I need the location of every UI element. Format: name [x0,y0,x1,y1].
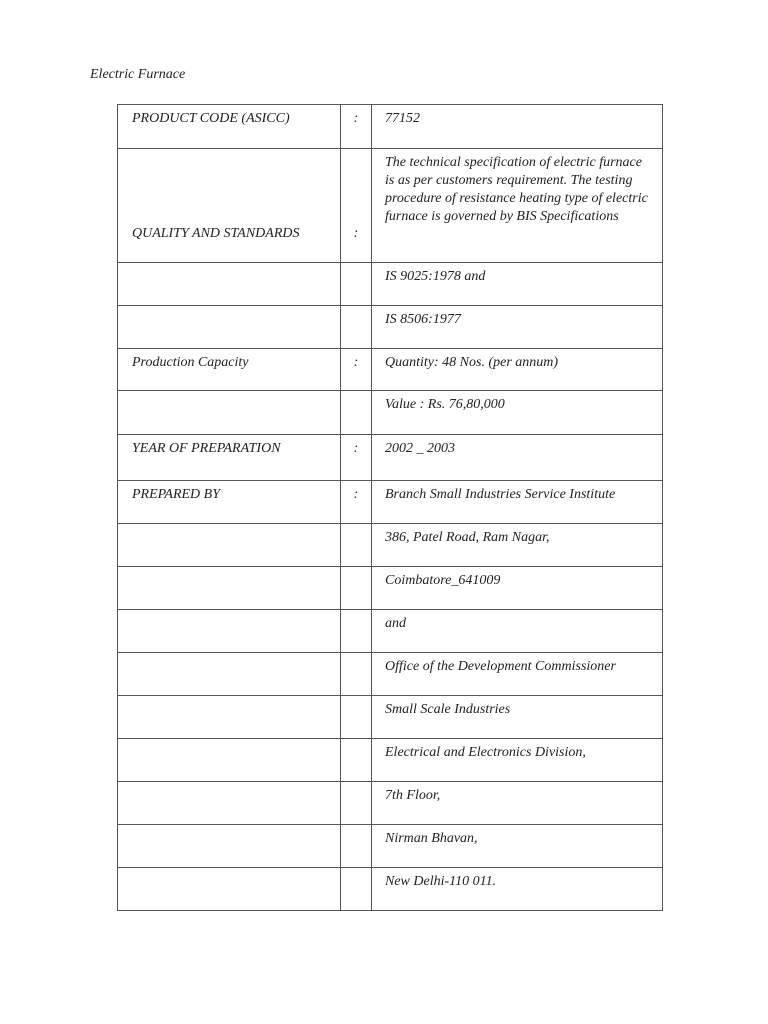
row-label [118,653,341,696]
row-separator [341,782,372,825]
row-label [118,524,341,567]
row-value: Quantity: 48 Nos. (per annum) [372,349,663,391]
row-value: The technical specification of electric furnace is as per customers requirement. The testing procedure of resistance heating type of electric furnace is governed by BIS Specifications [372,149,663,263]
row-separator: : [341,149,372,263]
row-label [118,567,341,610]
row-separator: : [341,481,372,524]
row-value: 7th Floor, [372,782,663,825]
row-label: PRODUCT CODE (ASICC) [118,105,341,149]
row-label: PREPARED BY [118,481,341,524]
row-separator [341,610,372,653]
row-value: Nirman Bhavan, [372,825,663,868]
row-label [118,263,341,306]
table-row [118,524,663,567]
table-row [118,306,663,349]
row-value: Value : Rs. 76,80,000 [372,391,663,435]
row-value: 386, Patel Road, Ram Nagar, [372,524,663,567]
row-separator [341,263,372,306]
row-separator [341,524,372,567]
row-label [118,739,341,782]
row-label [118,610,341,653]
row-separator [341,739,372,782]
row-label [118,825,341,868]
row-separator [341,567,372,610]
row-label: Production Capacity [118,349,341,391]
row-value: IS 9025:1978 and [372,263,663,306]
row-value: Coimbatore_641009 [372,567,663,610]
table-row [118,696,663,739]
row-label [118,306,341,349]
table-row [118,349,663,391]
table-row [118,739,663,782]
row-label [118,868,341,911]
row-label [118,391,341,435]
row-separator [341,696,372,739]
table-row [118,391,663,435]
row-label: QUALITY AND STANDARDS [118,149,341,263]
row-value: Branch Small Industries Service Institute [372,481,663,524]
row-value: IS 8506:1977 [372,306,663,349]
row-value: 2002 _ 2003 [372,435,663,481]
table-row [118,868,663,911]
table-row [118,105,663,149]
row-label [118,782,341,825]
table-row [118,263,663,306]
row-value: Small Scale Industries [372,696,663,739]
row-separator [341,306,372,349]
row-label: YEAR OF PREPARATION [118,435,341,481]
row-separator [341,653,372,696]
row-value: and [372,610,663,653]
table-row [118,481,663,524]
row-separator: : [341,105,372,149]
table-row [118,782,663,825]
table-row [118,653,663,696]
row-separator: : [341,349,372,391]
table-row [118,610,663,653]
row-value: New Delhi-110 011. [372,868,663,911]
row-separator [341,391,372,435]
table-row [118,567,663,610]
table-row [118,825,663,868]
row-label [118,696,341,739]
row-value: Electrical and Electronics Division, [372,739,663,782]
row-value: 77152 [372,105,663,149]
table-row [118,435,663,481]
table-row [118,149,663,263]
row-separator [341,868,372,911]
row-separator: : [341,435,372,481]
row-value: Office of the Development Commissioner [372,653,663,696]
product-spec-table [117,104,663,911]
row-separator [341,825,372,868]
document-title: Electric Furnace [90,67,186,82]
